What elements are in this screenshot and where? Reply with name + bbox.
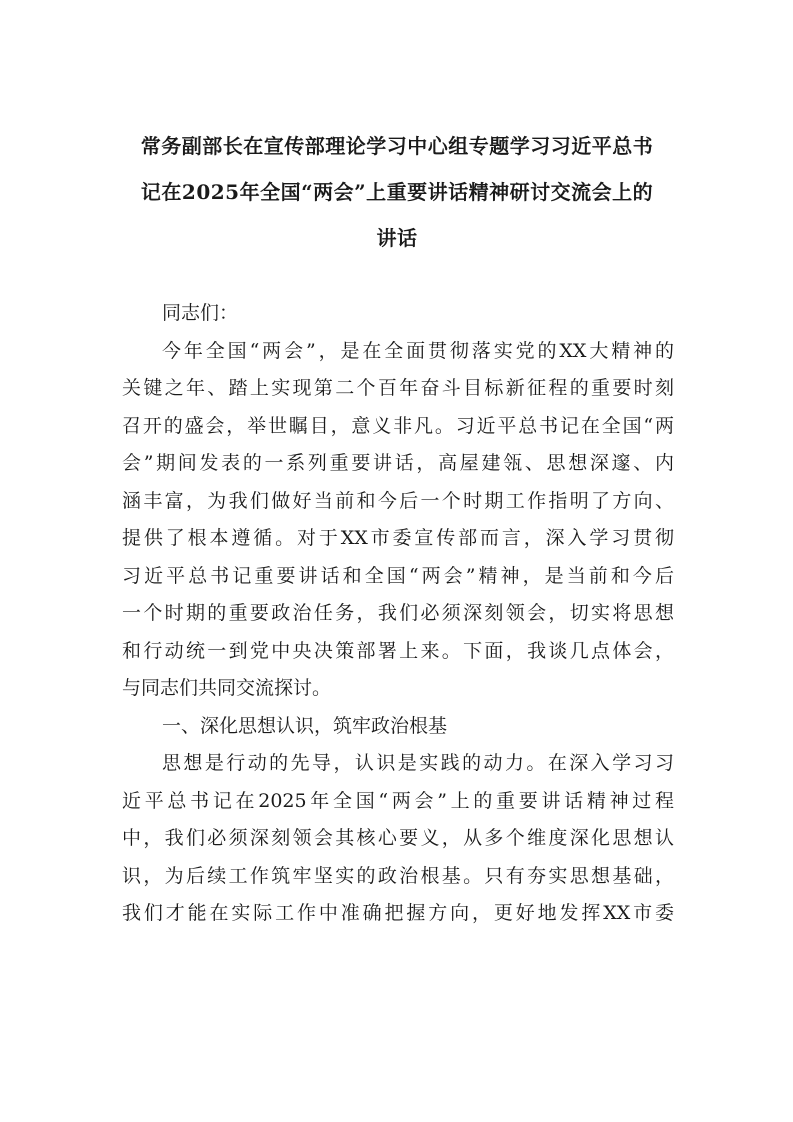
paragraph-1-line: 习近平总书记重要讲话和全国“两会”精神，是当前和今后	[122, 564, 674, 587]
paragraph-2-line: 中，我们必须深刻领会其核心要义，从多个维度深化思想认	[122, 827, 674, 849]
title-line-1: 常务副部长在宣传部理论学习中心组专题学习习近平总书	[140, 134, 654, 158]
paragraph-2-line: 思想是行动的先导，认识是实践的动力。在深入学习习	[162, 752, 674, 774]
paragraph-2-line: 我们才能在实际工作中准确把握方向，更好地发挥XX市委	[122, 902, 674, 924]
section-heading-1: 一、深化思想认识，筑牢政治根基	[162, 714, 448, 737]
paragraph-2	[122, 745, 674, 933]
paragraph-1-line: 今年全国“两会”，是在全面贯彻落实党的XX大精神的	[162, 339, 674, 362]
paragraph-1-line: 提供了根本遵循。对于XX市委宣传部而言，深入学习贯彻	[122, 527, 674, 549]
paragraph-1-line: 与同志们共同交流探讨。	[122, 677, 332, 699]
paragraph-1-line: 和行动统一到党中央决策部署上来。下面，我谈几点体会，	[122, 639, 674, 662]
paragraph-1-line: 一个时期的重要政治任务，我们必须深刻领会，切实将思想	[122, 602, 674, 624]
document-title	[118, 123, 676, 261]
paragraph-1-line: 关键之年、踏上实现第二个百年奋斗目标新征程的重要时刻	[122, 377, 674, 399]
paragraph-1-line: 涵丰富，为我们做好当前和今后一个时期工作指明了方向、	[122, 489, 674, 512]
document-body	[122, 295, 674, 933]
paragraph-2-line: 近平总书记在2025年全国“两会”上的重要讲话精神过程	[122, 789, 674, 812]
title-line-3: 讲话	[376, 226, 418, 250]
title-line-2: 记在2025年全国“两会”上重要讲话精神研讨交流会上的	[140, 180, 654, 204]
paragraph-1-line: 会”期间发表的一系列重要讲话，高屋建瓴、思想深邃、内	[122, 452, 674, 474]
paragraph-2-line: 识，为后续工作筑牢坚实的政治根基。只有夯实思想基础，	[122, 864, 674, 887]
paragraph-1-line: 召开的盛会，举世瞩目，意义非凡。习近平总书记在全国“两	[122, 414, 674, 437]
salutation: 同志们：	[162, 302, 239, 324]
paragraph-1	[122, 333, 674, 708]
